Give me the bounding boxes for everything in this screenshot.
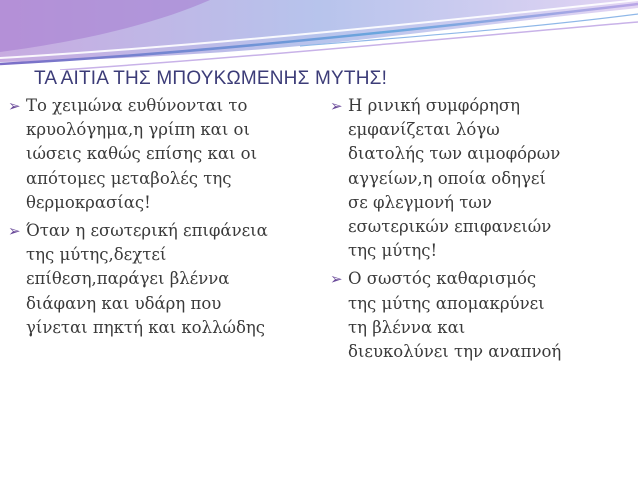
arrow-bullet-icon: ➢ — [8, 222, 21, 241]
bullet-line: Όταν η εσωτερική επιφάνεια — [26, 221, 268, 241]
bullet-line: τη βλέννα και — [348, 317, 466, 337]
bullet-line: επίθεση,παράγει βλέννα — [26, 269, 230, 289]
bullet-item — [330, 267, 630, 364]
bullet-line: σε φλεγμονή των — [348, 192, 492, 212]
right-column — [330, 94, 630, 368]
bullet-line: Ο σωστός καθαρισμός — [348, 269, 537, 289]
bullet-line: εσωτερικών επιφανειών — [348, 217, 552, 237]
left-column — [8, 94, 313, 344]
arrow-bullet-icon: ➢ — [330, 270, 343, 289]
bullet-line: διατολής των αιμοφόρων — [348, 144, 561, 164]
bullet-item — [8, 219, 313, 340]
bullet-line: της μύτης,δεχτεί — [26, 245, 167, 265]
bullet-line: της μύτης απομακρύνει — [348, 293, 545, 313]
bullet-line: διευκολύνει την αναπνοή — [348, 342, 562, 362]
bullet-line: της μύτης! — [348, 241, 438, 261]
decorative-wave-banner — [0, 0, 638, 70]
bullet-line: εμφανίζεται λόγω — [348, 120, 500, 140]
page-title: ΤΑ ΑΙΤΙΑ ΤΗΣ ΜΠΟΥΚΩΜΕΝΗΣ ΜΥΤΗΣ! — [34, 68, 388, 89]
bullet-line: ιώσεις καθώς επίσης και οι — [26, 144, 258, 164]
arrow-bullet-icon: ➢ — [8, 97, 21, 115]
bullet-line: αγγείων,η οποία οδηγεί — [348, 168, 546, 188]
bullet-item — [330, 94, 630, 263]
arrow-bullet-icon: ➢ — [330, 97, 343, 115]
bullet-line: θερμοκρασίας! — [26, 192, 151, 212]
bullet-line: Η ρινική συμφόρηση — [348, 96, 520, 115]
bullet-line: γίνεται πηκτή και κολλώδης — [26, 317, 266, 337]
bullet-line: απότομες μεταβολές της — [26, 168, 232, 188]
bullet-item — [8, 94, 313, 215]
bullet-line: διάφανη και υδάρη που — [26, 293, 222, 313]
bullet-line: κρυολόγημα,η γρίπη και οι — [26, 120, 250, 140]
bullet-line: Το χειμώνα ευθύνονται το — [26, 96, 248, 115]
